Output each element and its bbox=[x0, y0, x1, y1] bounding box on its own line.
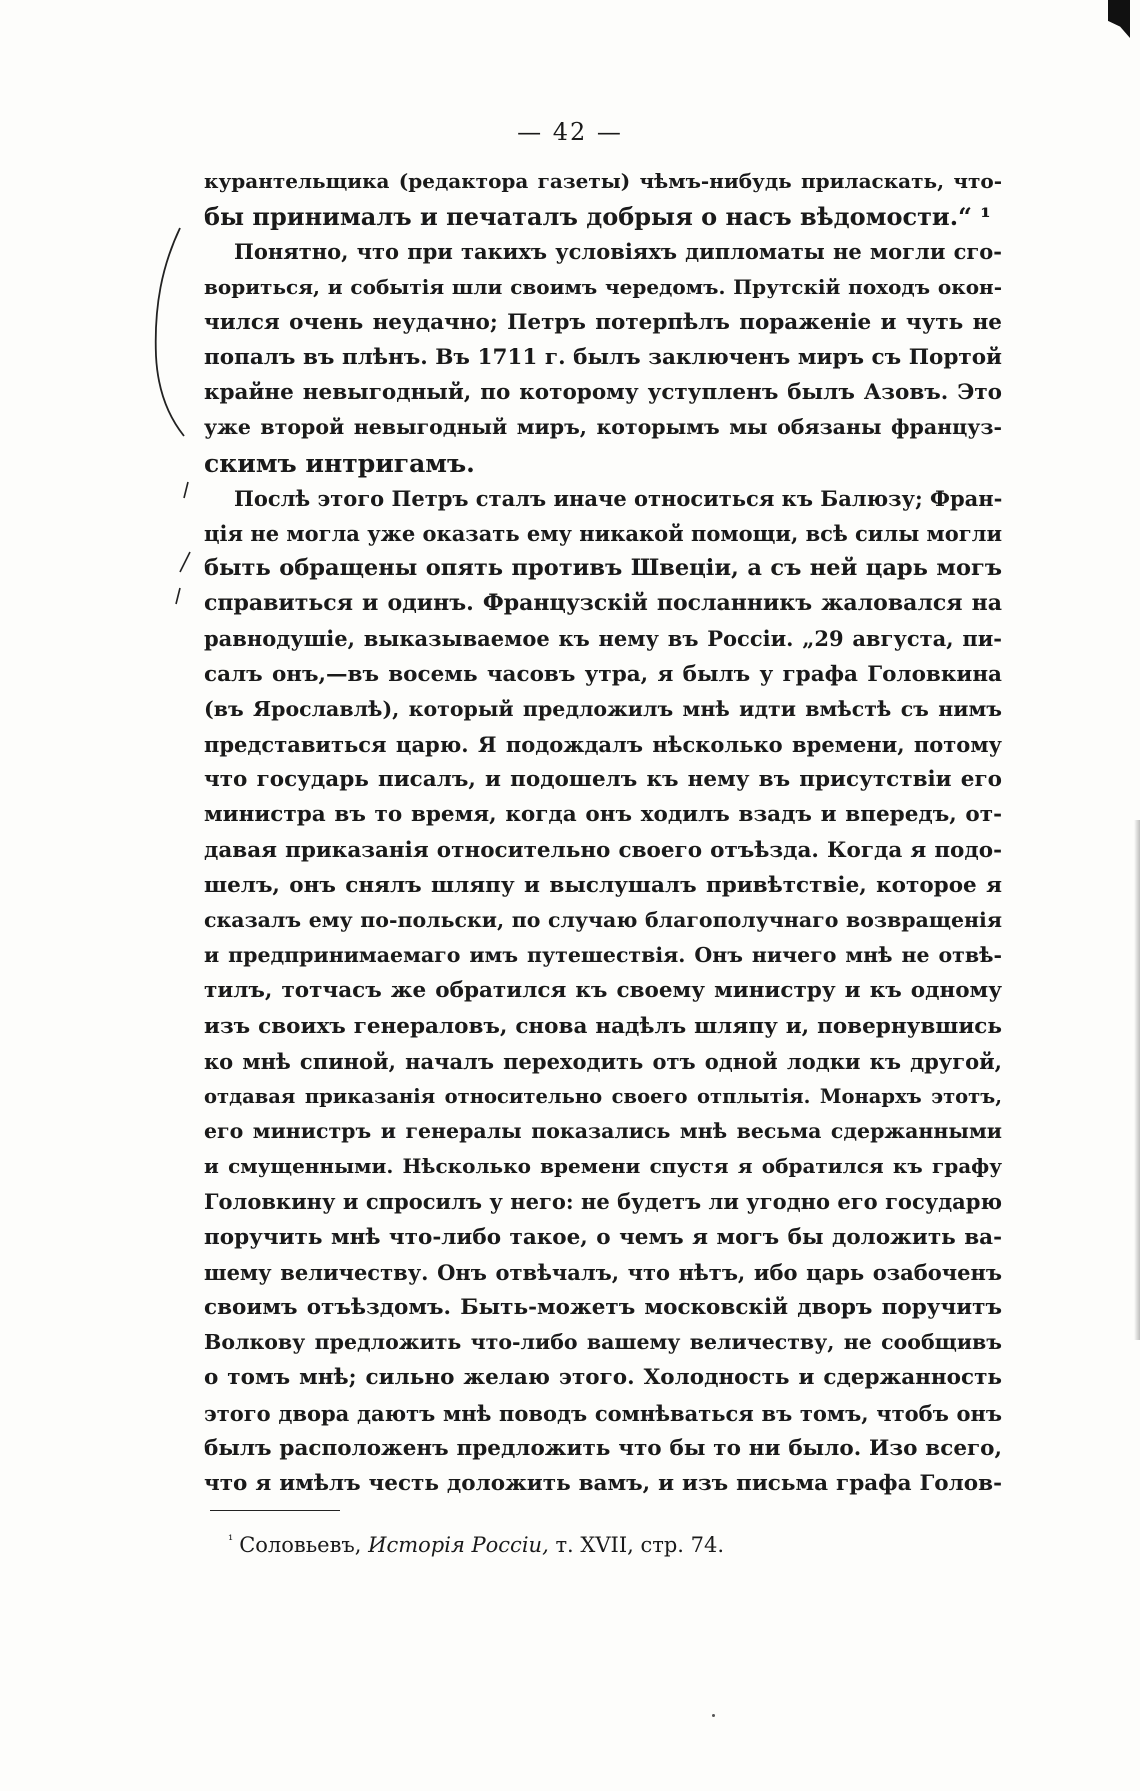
text-line: крайне невыгодный, по которому уступленъ былъ Азовъ. Это bbox=[204, 380, 1002, 406]
footnote-author: Соловьевъ, bbox=[239, 1533, 362, 1557]
print-speck bbox=[712, 1714, 715, 1717]
text-line: министра въ то время, когда онъ ходилъ взадъ и впередъ, от- bbox=[204, 802, 1002, 828]
footnote-marker: ¹ bbox=[228, 1533, 234, 1548]
text-line: Головкину и спросилъ у него: не будетъ ли угодно его государю bbox=[204, 1189, 1002, 1215]
text-line: вориться, и событія шли своимъ чередомъ. Прутскій походъ окон- bbox=[204, 274, 1002, 299]
text-line: сказалъ ему по-польски, по случаю благополучнаго возвращенія bbox=[204, 907, 1002, 932]
text-line: попалъ въ плѣнъ. Въ 1711 г. былъ заключенъ миръ съ Портой bbox=[204, 344, 1002, 370]
text-line: изъ своихъ генераловъ, снова надѣлъ шляпу и, повернувшись bbox=[204, 1013, 1002, 1039]
page-number: — 42 — bbox=[517, 118, 623, 146]
text-line: Волкову предложить что-либо вашему величеству, не сообщивъ bbox=[204, 1330, 1002, 1355]
body-text bbox=[204, 164, 1002, 1501]
text-line: что государь писалъ, и подошелъ къ нему въ присутствіи его bbox=[204, 767, 1002, 793]
text-line: о томъ мнѣ; сильно желаю этого. Холодность и сдержанность bbox=[204, 1365, 1002, 1391]
margin-pencil-marks bbox=[150, 226, 210, 626]
text-line: курантельщика (редактора газеты) чѣмъ-нибудь приласкать, что- bbox=[204, 169, 1002, 193]
text-line: отдавая приказанія относительно своего отплытія. Монархъ этотъ, bbox=[204, 1084, 1002, 1108]
text-line: его министръ и генералы показались мнѣ весьма сдержанными bbox=[204, 1119, 1002, 1144]
margin-tick-mark bbox=[176, 588, 180, 604]
text-line: шелъ, онъ снялъ шляпу и выслушалъ привѣтствіе, которое я bbox=[204, 872, 1002, 898]
text-line: давая приказанія относительно своего отъѣзда. Когда я подо- bbox=[204, 837, 1002, 863]
text-line: равнодушіе, выказываемое къ нему въ Россіи. „29 августа, пи- bbox=[204, 626, 1002, 652]
page-corner-mark bbox=[1108, 0, 1130, 38]
text-line: ко мнѣ спиной, началъ переходить отъ одной лодки къ другой, bbox=[204, 1048, 1002, 1074]
footnote-rule bbox=[210, 1510, 340, 1511]
text-line: шему величеству. Онъ отвѣчалъ, что нѣтъ, ибо царь озабоченъ bbox=[204, 1259, 1002, 1285]
text-line: бы принималъ и печаталъ добрыя о насъ вѣдомости.“ ¹ bbox=[204, 202, 991, 232]
footnote-citation: т. XVII, стр. 74. bbox=[555, 1533, 725, 1557]
text-line: Понятно, что при такихъ условіяхъ дипломаты не могли сго- bbox=[234, 239, 1002, 265]
text-line: тилъ, тотчасъ же обратился къ своему министру и къ одному bbox=[204, 978, 1002, 1004]
text-line: чился очень неудачно; Петръ потерпѣлъ пораженіе и чуть не bbox=[204, 309, 1002, 335]
text-line: ція не могла уже оказать ему никакой помощи, всѣ силы могли bbox=[204, 520, 1003, 546]
text-line: салъ онъ,—въ восемь часовъ утра, я былъ у графа Головкина bbox=[204, 661, 1002, 687]
margin-tick-mark bbox=[184, 482, 188, 498]
text-line: своимъ отъѣздомъ. Быть-можетъ московскій дворъ поручитъ bbox=[204, 1295, 1002, 1320]
text-line: и предпринимаемаго имъ путешествія. Онъ ничего мнѣ не отвѣ- bbox=[204, 943, 1002, 968]
page-edge-shadow bbox=[1134, 820, 1140, 1340]
text-line: что я имѣлъ честь доложить вамъ, и изъ письма графа Голов- bbox=[204, 1470, 1002, 1496]
margin-tick-mark bbox=[180, 552, 190, 572]
text-line: (въ Ярославлѣ), который предложилъ мнѣ идти вмѣстѣ съ нимъ bbox=[204, 696, 1002, 721]
margin-bracket-mark bbox=[156, 228, 184, 436]
text-line: и смущенными. Нѣсколько времени спустя я обратился къ графу bbox=[204, 1154, 1002, 1179]
footnote-title: Исторія Россіи, bbox=[368, 1533, 549, 1557]
text-line: этого двора даютъ мнѣ поводъ сомнѣваться въ томъ, чтобъ онъ bbox=[204, 1400, 1002, 1426]
text-line: быть обращены опять противъ Швеціи, а съ ней царь могъ bbox=[204, 555, 1002, 582]
text-line: справиться и одинъ. Французскій посланникъ жаловался на bbox=[204, 590, 1002, 617]
text-line: былъ расположенъ предложить что бы то ни было. Изо всего, bbox=[204, 1435, 1002, 1461]
text-line: представиться царю. Я подождалъ нѣсколько времени, потому bbox=[204, 732, 1002, 757]
text-line: уже второй невыгодный миръ, которымъ мы обязаны француз- bbox=[204, 415, 1002, 440]
text-line: Послѣ этого Петръ сталъ иначе относиться къ Балюзу; Фран- bbox=[234, 485, 1003, 511]
text-line: скимъ интригамъ. bbox=[204, 448, 475, 478]
text-line: поручить мнѣ что-либо такое, о чемъ я могъ бы доложить ва- bbox=[204, 1224, 1002, 1250]
footnote bbox=[228, 1528, 724, 1558]
